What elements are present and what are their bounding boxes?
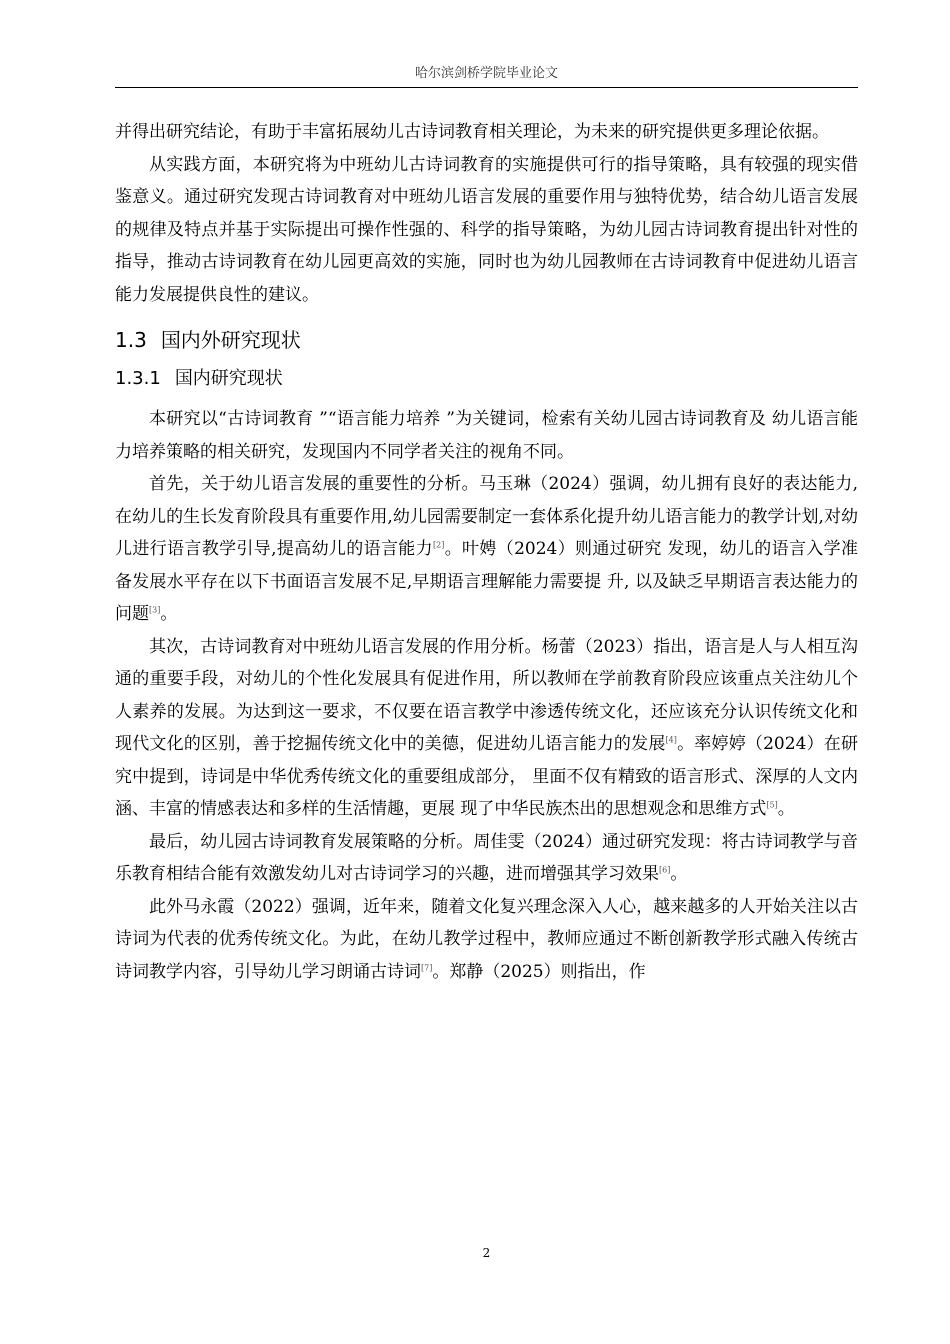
paragraph-text: 首先，关于幼儿语言发展的重要性的分析。马玉琳（2024）强调，幼儿拥有良好的表达能力,在幼儿的生长发育阶段具有重要作用,幼儿园需要制定一套体系化提升幼儿语言能力的教学计划,对幼儿进行语言教学引导,提高幼儿的语言能力 (115, 474, 858, 559)
paragraph-text: 。 (670, 864, 688, 884)
paragraph-text: 最后，幼儿园古诗词教育发展策略的分析。周佳雯（2024）通过研究发现：将古诗词教学与音乐教育相结合能有效激发幼儿对古诗词学习的兴趣，进而增强其学习效果 (115, 831, 858, 884)
paragraph-text: 其次，古诗词教育对中班幼儿语言发展的作用分析。杨蕾（2023）指出，语言是人与人相互沟通的重要手段，对幼儿的个性化发展具有促进作用，所以教师在学前教育阶段应该重点关注幼儿个人素养的发展。为达到这一要求，不仅要在语言教学中渗透传统文化，还应该充分认识传统文化和现代文化的区别，善于挖掘传统文化中的美德，促进幼儿语言能力的发展 (115, 636, 858, 754)
paragraph-text: 此外马永霞（2022）强调，近年来，随着文化复兴理念深入人心，越来越多的人开始关注以古诗词为代表的优秀传统文化。为此，在幼儿教学过程中，教师应通过不断创新教学形式融入传统古诗词教学内容，引导幼儿学习朗诵古诗词 (115, 896, 858, 982)
section-number: 1.3 (115, 328, 147, 352)
paragraph-text: 。 (777, 799, 795, 819)
subsection-heading-1-3-1 (115, 361, 858, 397)
paragraph-poetry-role (115, 631, 858, 826)
citation-7[interactable]: [7] (421, 962, 433, 972)
paragraph-strategy (115, 826, 858, 891)
paragraph-keywords: 本研究以“古诗词教育 ”“语言能力培养 ”为关键词，检索有关幼儿园古诗词教育及 幼儿语言能力培养策略的相关研究，发现国内不同学者关注的视角不同。 (115, 409, 858, 462)
citation-6[interactable]: [6] (659, 865, 671, 875)
citation-5[interactable]: [5] (766, 800, 778, 810)
subsection-title: 国内研究现状 (174, 368, 283, 389)
page-body (115, 116, 858, 988)
paragraph-text: 。叶娉（2024）则通过研究 发现，幼儿的语言入学准备发展水平存在以下书面语言发展不足,早期语言理解能力需要提 升, 以及缺乏早期语言表达能力的问题 (115, 539, 858, 624)
paragraph-text: 。郑静（2025）则指出，作 (432, 961, 646, 982)
citation-3[interactable]: [3] (149, 605, 161, 615)
paragraph-language-importance (115, 468, 858, 631)
citation-4[interactable]: [4] (665, 735, 677, 745)
section-title: 国内外研究现状 (160, 328, 301, 352)
paragraph-further (115, 891, 858, 989)
page-number: 2 (482, 1246, 491, 1260)
paragraph-text: 。率婷婷（2024）在研究中提到，诗词是中华优秀传统文化的重要组成部分， 里面不仅有精致的语言形式、深厚的人文内涵、丰富的情感表达和多样的生活情趣，更展 现了中华民族杰出的思想观念和思维方式 (115, 734, 858, 819)
paragraph-theory-conclusion: 并得出研究结论，有助于丰富拓展幼儿古诗词教育相关理论，为未来的研究提供更多理论依据。 (115, 122, 829, 142)
header-divider (115, 87, 858, 88)
paragraph-practice: 从实践方面，本研究将为中班幼儿古诗词教育的实施提供可行的指导策略，具有较强的现实借鉴意义。通过研究发现古诗词教育对中班幼儿语言发展的重要作用与独特优势，结合幼儿语言发展的规律及特点并基于实际提出可操作性强的、科学的指导策略，为幼儿园古诗词教育提出针对性的指导，推动古诗词教育在幼儿园更高效的实施，同时也为幼儿园教师在古诗词教育中促进幼儿语言能力发展提供良性的建议。 (115, 154, 858, 305)
paragraph-text: 。 (160, 604, 178, 624)
citation-2[interactable]: [2] (433, 540, 445, 550)
section-heading-1-3 (115, 321, 858, 359)
page-header: 哈尔滨剑桥学院毕业论文 (414, 66, 558, 81)
subsection-number: 1.3.1 (115, 368, 161, 389)
